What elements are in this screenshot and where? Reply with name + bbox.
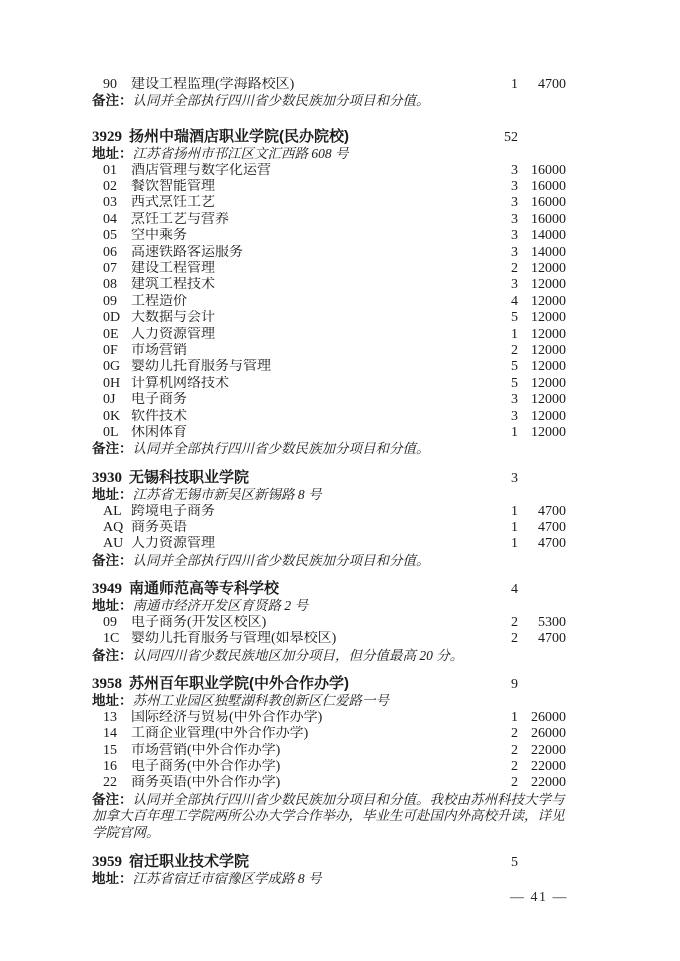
major-row bbox=[92, 195, 566, 211]
major-name: 婴幼儿托育服务与管理 bbox=[131, 359, 271, 375]
major-tuition-fee: 12000 bbox=[531, 310, 566, 326]
major-list bbox=[92, 504, 566, 553]
page-number: — 41 — bbox=[510, 890, 568, 905]
major-tuition-fee: 16000 bbox=[531, 211, 566, 227]
major-plan-count: 1 bbox=[511, 503, 518, 519]
major-code: 04 bbox=[103, 211, 117, 227]
major-tuition-fee: 22000 bbox=[531, 758, 566, 774]
major-tuition-fee: 12000 bbox=[531, 392, 566, 408]
major-plan-count: 1 bbox=[511, 326, 518, 342]
major-plan-count: 3 bbox=[511, 244, 518, 260]
major-code: 07 bbox=[103, 260, 117, 276]
major-code: 0J bbox=[103, 392, 116, 408]
major-tuition-fee: 4700 bbox=[538, 631, 566, 647]
school-code: 3930 bbox=[92, 470, 122, 486]
major-name: 计算机网络技术 bbox=[131, 375, 229, 391]
note-label: 备注： bbox=[92, 647, 133, 663]
address-label: 地址： bbox=[92, 146, 133, 161]
school-header bbox=[92, 675, 566, 693]
major-name: 空中乘务 bbox=[131, 228, 187, 244]
school-total-plan: 5 bbox=[511, 854, 518, 870]
major-list bbox=[92, 710, 566, 792]
major-row bbox=[92, 310, 566, 326]
major-name: 高速铁路客运服务 bbox=[131, 244, 243, 260]
major-plan-count: 1 bbox=[511, 77, 518, 92]
address-text: 江苏省无锡市新吴区新锡路 8 号 bbox=[132, 487, 322, 502]
major-code: 0D bbox=[103, 310, 121, 326]
major-row bbox=[92, 228, 566, 244]
major-tuition-fee: 16000 bbox=[531, 162, 566, 178]
major-row bbox=[92, 710, 566, 726]
major-row bbox=[92, 245, 566, 261]
major-row bbox=[92, 759, 566, 775]
major-code: 03 bbox=[103, 195, 117, 211]
major-plan-count: 3 bbox=[511, 178, 518, 194]
school-address bbox=[92, 487, 566, 504]
major-plan-count: 3 bbox=[511, 195, 518, 211]
school-section bbox=[92, 675, 566, 841]
major-name: 跨境电子商务 bbox=[131, 503, 215, 519]
major-tuition-fee: 5300 bbox=[538, 614, 566, 630]
major-name: 电子商务 bbox=[131, 392, 187, 408]
major-row bbox=[92, 504, 566, 520]
major-plan-count: 1 bbox=[511, 536, 518, 552]
major-plan-count: 2 bbox=[511, 742, 518, 758]
major-plan-count: 1 bbox=[511, 519, 518, 535]
major-row bbox=[92, 294, 566, 310]
major-row bbox=[92, 343, 566, 359]
major-row bbox=[92, 376, 566, 392]
note-text: 认同四川省少数民族地区加分项目，但分值最高 20 分。 bbox=[132, 647, 464, 663]
school-code: 3958 bbox=[92, 676, 122, 693]
major-name: 建筑工程技术 bbox=[131, 277, 215, 293]
major-code: AQ bbox=[103, 519, 124, 535]
major-tuition-fee: 16000 bbox=[531, 178, 566, 194]
major-tuition-fee: 4700 bbox=[538, 503, 566, 519]
major-code: 05 bbox=[103, 228, 117, 244]
major-row bbox=[92, 409, 566, 425]
school-address bbox=[92, 871, 566, 888]
major-code: 02 bbox=[103, 178, 117, 194]
major-row bbox=[92, 163, 566, 179]
address-text: 苏州工业园区独墅湖科教创新区仁爱路一号 bbox=[132, 693, 389, 709]
major-name: 婴幼儿托育服务与管理(如皋校区) bbox=[131, 631, 337, 647]
major-plan-count: 3 bbox=[511, 392, 518, 408]
major-code: 06 bbox=[103, 244, 117, 260]
major-row bbox=[92, 261, 566, 277]
major-code: 09 bbox=[103, 614, 117, 630]
major-name: 国际经济与贸易(中外合作办学) bbox=[131, 709, 323, 725]
major-tuition-fee: 22000 bbox=[531, 742, 566, 758]
school-name: 苏州百年职业学院(中外合作办学) bbox=[129, 675, 349, 693]
major-plan-count: 3 bbox=[511, 211, 518, 227]
note-label: 备注： bbox=[92, 552, 133, 568]
note-text: 认同并全部执行四川省少数民族加分项目和分值。 bbox=[132, 552, 430, 568]
address-text: 江苏省宿迁市宿豫区学成路 8 号 bbox=[132, 870, 322, 886]
major-tuition-fee: 12000 bbox=[531, 425, 566, 440]
note-label: 备注： bbox=[92, 441, 133, 457]
major-row bbox=[92, 425, 566, 441]
major-tuition-fee: 12000 bbox=[531, 408, 566, 424]
major-name: 人力资源管理 bbox=[131, 326, 215, 342]
major-tuition-fee: 26000 bbox=[531, 726, 566, 742]
major-plan-count: 5 bbox=[511, 310, 518, 326]
major-plan-count: 5 bbox=[511, 359, 518, 375]
major-code: 15 bbox=[103, 742, 117, 758]
major-row bbox=[92, 775, 566, 791]
major-row bbox=[92, 743, 566, 759]
major-row bbox=[92, 392, 566, 408]
major-plan-count: 2 bbox=[511, 758, 518, 774]
major-name: 软件技术 bbox=[131, 408, 187, 424]
major-name: 西式烹饪工艺 bbox=[131, 195, 215, 211]
major-name: 商务英语(中外合作办学) bbox=[131, 775, 281, 791]
major-row bbox=[92, 615, 566, 631]
note-text: 认同并全部执行四川省少数民族加分项目和分值。我校由苏州科技大学与加拿大百年理工学院两所公办大学合作举办，毕业生可赴国内外高校升读，详见学院官网。 bbox=[92, 791, 565, 840]
major-list bbox=[92, 615, 566, 648]
school-code: 3949 bbox=[92, 581, 122, 598]
major-name: 电子商务(中外合作办学) bbox=[131, 758, 281, 774]
major-name: 工商企业管理(中外合作办学) bbox=[131, 726, 309, 742]
major-name: 市场营销 bbox=[131, 342, 187, 358]
major-name: 休闲体育 bbox=[131, 425, 187, 440]
major-plan-count: 3 bbox=[511, 408, 518, 424]
major-list bbox=[92, 77, 566, 93]
school-name: 扬州中瑞酒店职业学院(民办院校) bbox=[129, 128, 349, 145]
school-section bbox=[92, 77, 566, 110]
major-plan-count: 2 bbox=[511, 342, 518, 358]
major-name: 酒店管理与数字化运营 bbox=[131, 162, 271, 178]
major-tuition-fee: 4700 bbox=[538, 77, 566, 92]
major-row bbox=[92, 359, 566, 375]
major-code: 0K bbox=[103, 408, 121, 424]
school-note bbox=[92, 792, 566, 842]
major-tuition-fee: 12000 bbox=[531, 375, 566, 391]
school-address bbox=[92, 598, 566, 615]
major-name: 工程造价 bbox=[131, 293, 187, 309]
major-name: 市场营销(中外合作办学) bbox=[131, 742, 281, 758]
school-total-plan: 4 bbox=[511, 582, 518, 598]
major-code: AL bbox=[103, 503, 122, 519]
major-plan-count: 3 bbox=[511, 277, 518, 293]
school-name: 南通师范高等专科学校 bbox=[129, 580, 280, 598]
major-code: 14 bbox=[103, 726, 117, 742]
major-tuition-fee: 12000 bbox=[531, 326, 566, 342]
school-section bbox=[92, 853, 566, 888]
major-tuition-fee: 14000 bbox=[531, 228, 566, 244]
major-tuition-fee: 4700 bbox=[538, 519, 566, 535]
major-tuition-fee: 4700 bbox=[538, 536, 566, 552]
school-name: 无锡科技职业学院 bbox=[129, 469, 250, 486]
school-header bbox=[92, 580, 566, 598]
major-plan-count: 2 bbox=[511, 631, 518, 647]
major-row bbox=[92, 536, 566, 552]
major-plan-count: 5 bbox=[511, 375, 518, 391]
major-plan-count: 2 bbox=[511, 726, 518, 742]
major-name: 大数据与会计 bbox=[131, 310, 215, 326]
school-section bbox=[92, 580, 566, 664]
school-note bbox=[92, 441, 566, 458]
major-code: 0E bbox=[103, 326, 119, 342]
school-note bbox=[92, 648, 566, 665]
major-name: 商务英语 bbox=[131, 519, 187, 535]
major-plan-count: 1 bbox=[511, 425, 518, 440]
major-row bbox=[92, 327, 566, 343]
address-label: 地址： bbox=[92, 487, 133, 502]
major-plan-count: 2 bbox=[511, 260, 518, 276]
major-tuition-fee: 14000 bbox=[531, 244, 566, 260]
school-total-plan: 52 bbox=[504, 130, 518, 145]
school-section bbox=[92, 469, 566, 569]
address-text: 南通市经济开发区育贤路 2 号 bbox=[132, 598, 308, 614]
school-code: 3929 bbox=[92, 129, 122, 145]
note-text: 认同并全部执行四川省少数民族加分项目和分值。 bbox=[132, 441, 430, 457]
major-code: 16 bbox=[103, 758, 117, 774]
school-address bbox=[92, 693, 566, 710]
address-text: 江苏省扬州市邗江区文汇西路 608 号 bbox=[132, 146, 349, 161]
major-tuition-fee: 12000 bbox=[531, 260, 566, 276]
major-code: 01 bbox=[103, 162, 117, 178]
school-header bbox=[92, 128, 566, 146]
major-plan-count: 2 bbox=[511, 775, 518, 791]
major-plan-count: 2 bbox=[511, 614, 518, 630]
major-row bbox=[92, 77, 566, 93]
major-name: 餐饮智能管理 bbox=[131, 178, 215, 194]
major-plan-count: 1 bbox=[511, 709, 518, 725]
major-tuition-fee: 22000 bbox=[531, 775, 566, 791]
major-row bbox=[92, 726, 566, 742]
major-plan-count: 3 bbox=[511, 162, 518, 178]
major-code: 0F bbox=[103, 342, 118, 358]
major-tuition-fee: 12000 bbox=[531, 359, 566, 375]
major-tuition-fee: 16000 bbox=[531, 195, 566, 211]
major-tuition-fee: 12000 bbox=[531, 342, 566, 358]
major-row bbox=[92, 212, 566, 228]
school-note bbox=[92, 553, 566, 570]
major-name: 烹饪工艺与营养 bbox=[131, 211, 229, 227]
major-list bbox=[92, 163, 566, 442]
school-total-plan: 3 bbox=[511, 471, 518, 486]
major-row bbox=[92, 277, 566, 293]
major-code: 09 bbox=[103, 293, 117, 309]
major-name: 电子商务(开发区校区) bbox=[131, 614, 267, 630]
major-tuition-fee: 26000 bbox=[531, 709, 566, 725]
major-name: 建设工程管理 bbox=[131, 260, 215, 276]
note-label: 备注： bbox=[92, 93, 133, 109]
major-row bbox=[92, 520, 566, 536]
major-code: AU bbox=[103, 536, 124, 552]
major-code: 22 bbox=[103, 775, 117, 791]
note-text: 认同并全部执行四川省少数民族加分项目和分值。 bbox=[132, 93, 430, 109]
major-code: 1C bbox=[103, 631, 120, 647]
address-label: 地址： bbox=[92, 598, 133, 614]
major-row bbox=[92, 631, 566, 647]
address-label: 地址： bbox=[92, 870, 133, 886]
major-code: 08 bbox=[103, 277, 117, 293]
major-code: 0L bbox=[103, 425, 119, 440]
school-total-plan: 9 bbox=[511, 677, 518, 693]
major-code: 0H bbox=[103, 375, 121, 391]
school-code: 3959 bbox=[92, 853, 122, 870]
major-plan-count: 3 bbox=[511, 228, 518, 244]
school-header bbox=[92, 853, 566, 871]
school-header bbox=[92, 469, 566, 487]
major-tuition-fee: 12000 bbox=[531, 277, 566, 293]
major-code: 90 bbox=[103, 77, 117, 92]
school-list bbox=[92, 77, 566, 887]
major-code: 13 bbox=[103, 709, 117, 725]
school-section bbox=[92, 128, 566, 458]
major-name: 建设工程监理(学海路校区) bbox=[131, 77, 295, 92]
address-label: 地址： bbox=[92, 693, 133, 709]
school-address bbox=[92, 146, 566, 163]
note-label: 备注： bbox=[92, 791, 133, 807]
major-tuition-fee: 12000 bbox=[531, 293, 566, 309]
major-plan-count: 4 bbox=[511, 293, 518, 309]
major-row bbox=[92, 179, 566, 195]
school-name: 宿迁职业技术学院 bbox=[129, 852, 250, 870]
school-note bbox=[92, 93, 566, 110]
major-code: 0G bbox=[103, 359, 121, 375]
major-name: 人力资源管理 bbox=[131, 536, 215, 552]
